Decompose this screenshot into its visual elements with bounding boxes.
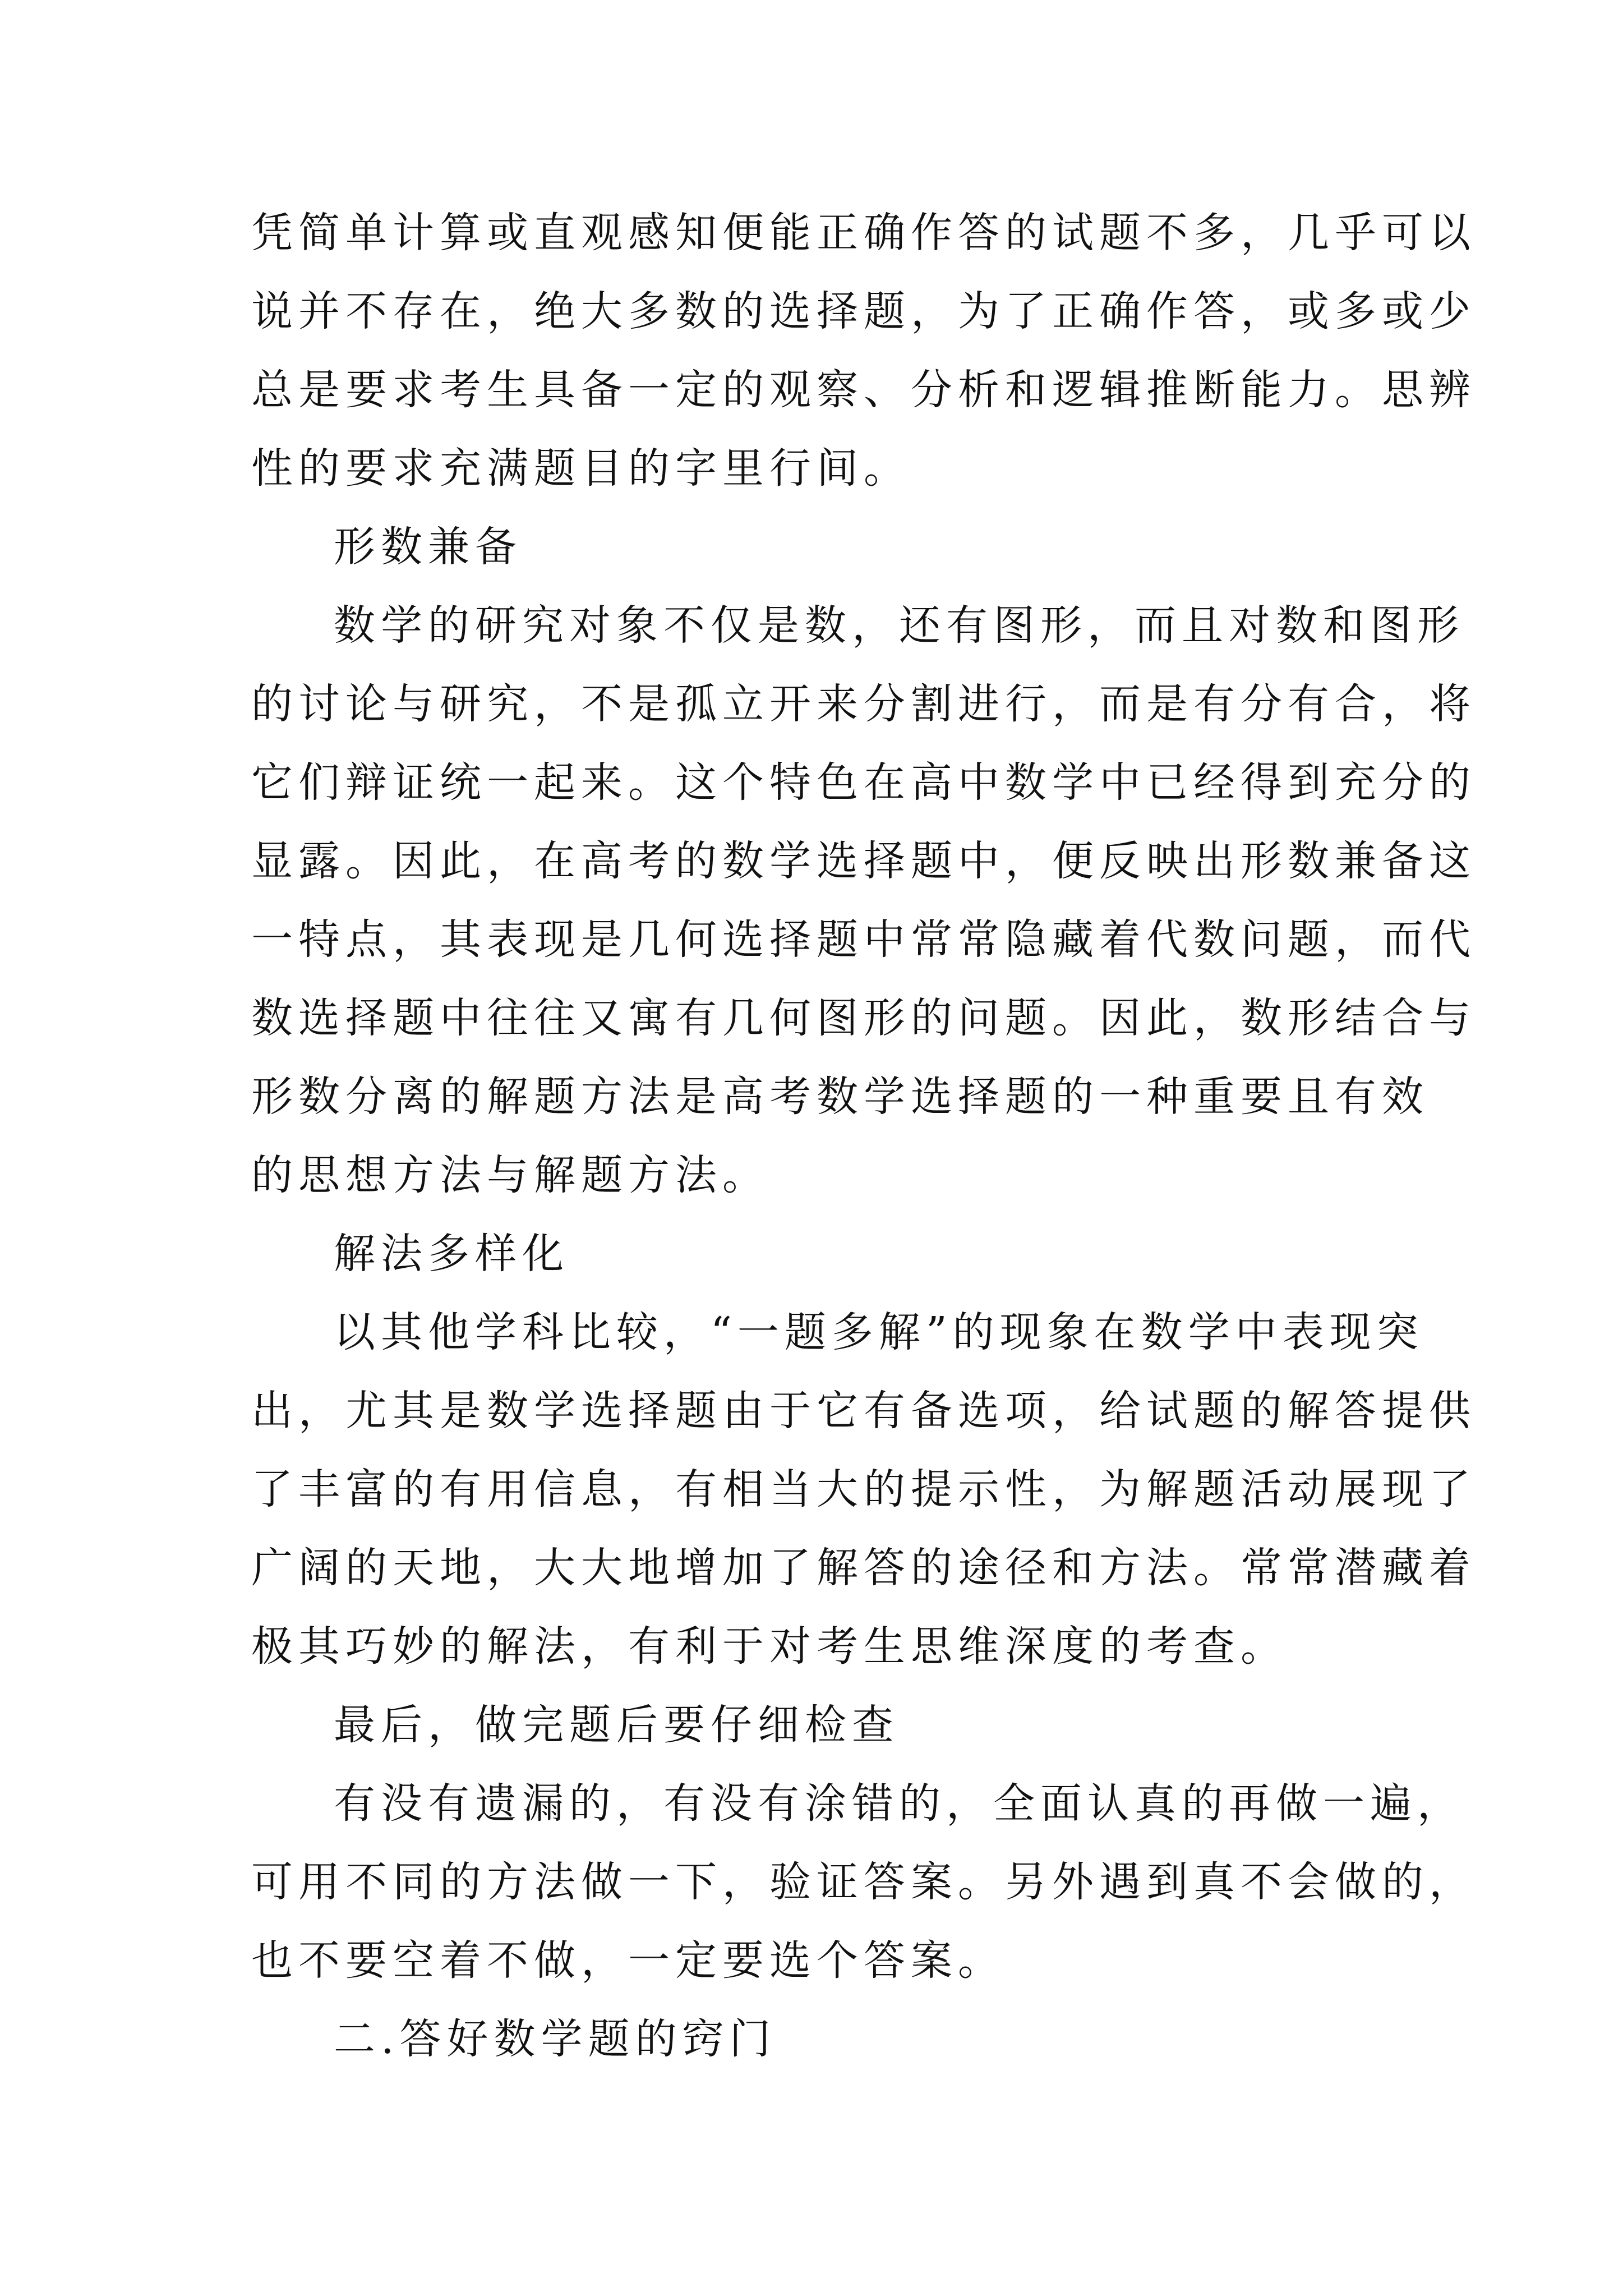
paragraph-line: 也不要空着不做，一定要选个答案。 — [251, 1936, 1005, 1985]
paragraph-line: 一特点，其表现是几何选择题中常常隐藏着代数问题，而代 — [251, 915, 1476, 964]
paragraph-line: 说并不存在，绝大多数的选择题，为了正确作答，或多或少 — [251, 287, 1476, 335]
paragraph-line: 极其巧妙的解法，有利于对考生思维深度的考查。 — [251, 1622, 1288, 1671]
paragraph-line: 形数分离的解题方法是高考数学选择题的一种重要且有效 — [251, 1073, 1429, 1121]
paragraph-line: 的讨论与研究，不是孤立开来分割进行，而是有分有合，将 — [251, 680, 1476, 728]
paragraph-line: 的思想方法与解题方法。 — [251, 1151, 769, 1199]
section-heading: 二.答好数学题的窍门 — [334, 2015, 777, 2063]
paragraph-line: 出，尤其是数学选择题由于它有备选项，给试题的解答提供 — [251, 1387, 1476, 1435]
paragraph-line: 性的要求充满题目的字里行间。 — [251, 444, 911, 493]
paragraph-line: 了丰富的有用信息，有相当大的提示性，为解题活动展现了 — [251, 1465, 1476, 1513]
paragraph-line: 以其他学科比较，“一题多解”的现象在数学中表现突 — [334, 1308, 1424, 1356]
paragraph-line: 有没有遗漏的，有没有涂错的，全面认真的再做一遍， — [334, 1779, 1464, 1828]
paragraph-line: 凭简单计算或直观感知便能正确作答的试题不多，几乎可以 — [251, 209, 1476, 257]
section-heading: 最后，做完题后要仔细检查 — [334, 1701, 899, 1749]
paragraph-line: 显露。因此，在高考的数学选择题中，便反映出形数兼备这 — [251, 837, 1476, 885]
paragraph-line: 数学的研究对象不仅是数，还有图形，而且对数和图形 — [334, 601, 1464, 650]
paragraph-line: 数选择题中往往又寓有几何图形的问题。因此，数形结合与 — [251, 994, 1476, 1042]
paragraph-line: 总是要求考生具备一定的观察、分析和逻辑推断能力。思辨 — [251, 366, 1476, 414]
paragraph-line: 可用不同的方法做一下，验证答案。另外遇到真不会做的， — [251, 1858, 1476, 1906]
section-heading: 形数兼备 — [334, 523, 522, 571]
paragraph-line: 它们辩证统一起来。这个特色在高中数学中已经得到充分的 — [251, 758, 1476, 807]
section-heading: 解法多样化 — [334, 1230, 569, 1278]
paragraph-line: 广阔的天地，大大地增加了解答的途径和方法。常常潜藏着 — [251, 1544, 1476, 1592]
